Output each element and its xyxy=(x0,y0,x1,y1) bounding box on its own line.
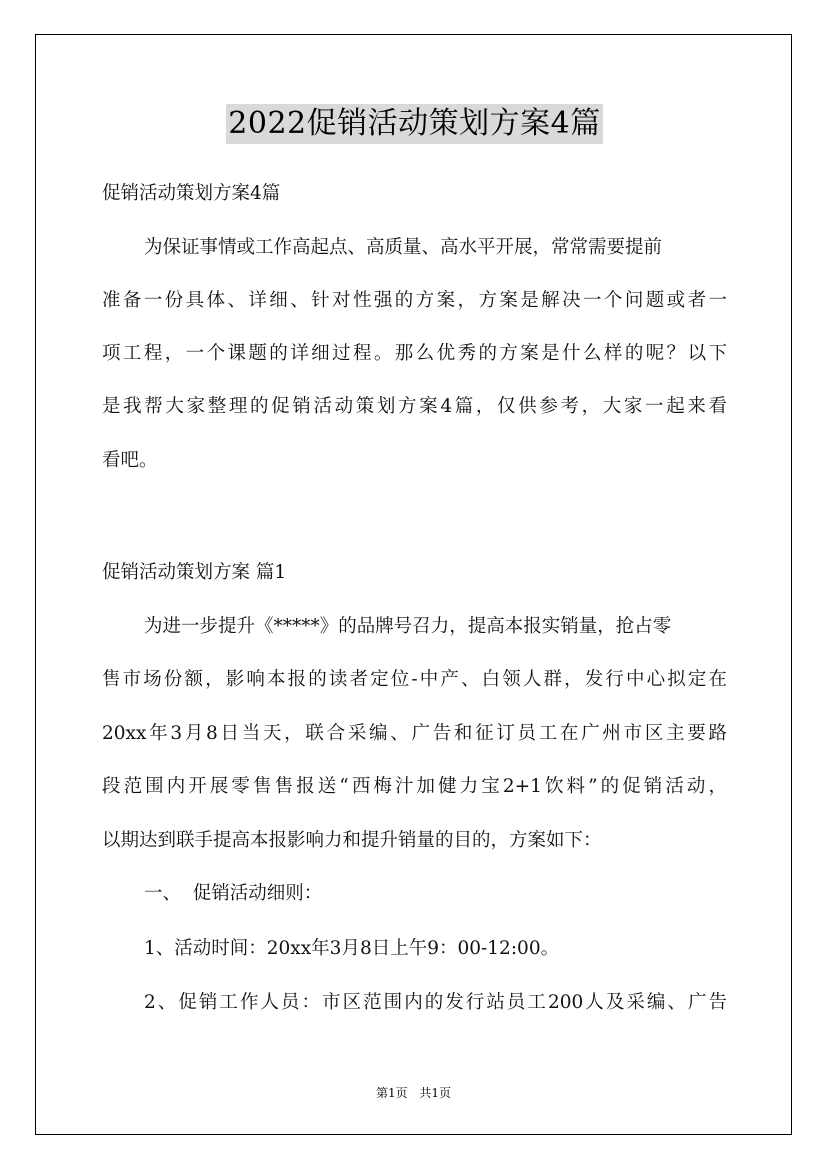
intro-line-5: 看吧。 xyxy=(102,450,158,471)
section-line-1: 为进一步提升《*****》的品牌号召力，提高本报实销量，抢占零 xyxy=(144,616,672,637)
section-line-2: 售市场份额，影响本报的读者定位-中产、白领人群，发行中心拟定在 xyxy=(102,669,727,690)
rules-heading: 一、 促销活动细则： xyxy=(144,883,323,904)
document-title: 2022促销活动策划方案4篇 xyxy=(226,104,602,144)
section-line-4: 段范围内开展零售售报送“西梅汁加健力宝2+1饮料”的促销活动， xyxy=(102,776,727,797)
intro-line-2: 准备一份具体、详细、针对性强的方案，方案是解决一个问题或者一 xyxy=(102,290,727,311)
intro-line-4: 是我帮大家整理的促销活动策划方案4篇，仅供参考，大家一起来看 xyxy=(102,396,727,417)
subtitle: 促销活动策划方案4篇 xyxy=(102,183,281,204)
page-number: 第1页 xyxy=(375,1086,408,1100)
section-line-3: 20xx年3月8日当天，联合采编、广告和征订员工在广州市区主要路 xyxy=(102,723,727,744)
page-total: 共1页 xyxy=(419,1086,452,1100)
intro-line-1: 为保证事情或工作高起点、高质量、高水平开展，常常需要提前 xyxy=(144,237,663,258)
rule-1: 1、活动时间：20xx年3月8日上午9：00-12:00。 xyxy=(144,938,560,959)
rule-2: 2、促销工作人员：市区范围内的发行站员工200人及采编、广告 xyxy=(144,992,727,1013)
section-heading: 促销活动策划方案 篇1 xyxy=(102,562,287,583)
intro-line-3: 项工程，一个课题的详细过程。那么优秀的方案是什么样的呢？以下 xyxy=(102,343,727,364)
page-footer xyxy=(0,1084,827,1101)
section-line-5: 以期达到联手提高本报影响力和提升销量的目的，方案如下： xyxy=(102,830,602,851)
title-wrap xyxy=(102,104,727,144)
